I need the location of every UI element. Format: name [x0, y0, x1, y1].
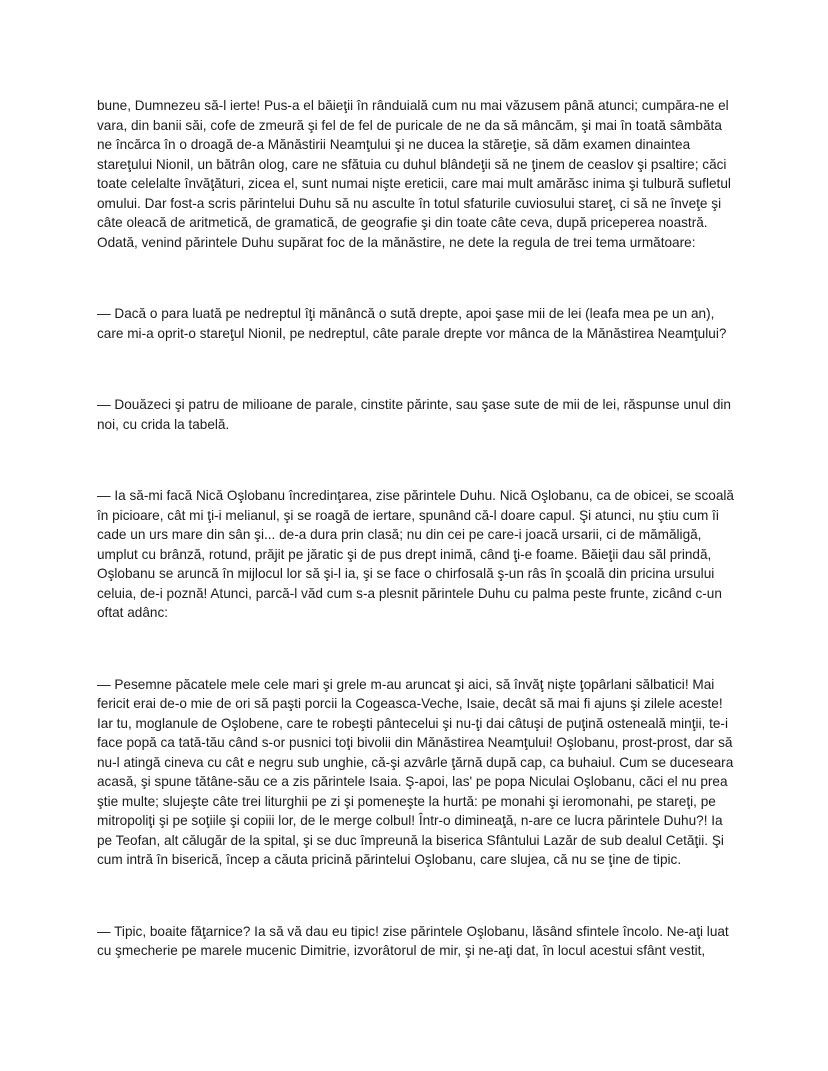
paragraph-gap — [97, 623, 737, 675]
paragraph-tipic: — Tipic, boaite făţarnice? Ia să vă dau eu tipic! zise părintele Oşlobanu, lăsând sfintele încolo. Ne-aţi luat cu şmecherie pe marele mucenic Dimitrie, izvorâtorul de mir, şi ne-aţi dat, în locul acestui sfânt vestit, — [97, 923, 729, 958]
paragraph-answer: — Douăzeci şi patru de milioane de parale, cinstite părinte, sau şase sute de mii de lei, răspunse unul din noi, cu crida la tabelă. — [97, 397, 731, 432]
paragraph-gap — [97, 870, 737, 922]
paragraph-oslobanu: — Ia să-mi facă Nică Oşlobanu încredinţarea, zise părintele Duhu. Nică Oşlobanu, ca de obicei, se scoală în picioare, cât mi ţi-i melianul, şi se roagă de iertare, spunând că-l doare capul. Şi atunci, nu ştiu cum îi cade un urs mare din sân şi... de-a dura prin clasă; nu din cei pe care-i joacă ursarii, ci de mămăligă, umplut cu brânză, rotund, prăjit pe jăratic şi de pus drept inimă, când ţi-e foame. Băieţii dau săl prindă, Oşlobanu se aruncă în mijlocul lor să şi-l ia, şi se face o chirfosală ş-un râs în şcoală din pricina ursului celuia, de-i poznă! Atunci, parcă-l văd cum s-a plesnit părintele Duhu cu palma peste frunte, zicând c-un oftat adânc: — [97, 488, 734, 620]
paragraph-question: — Dacă o para luată pe nedreptul îţi mănâncă o sută drepte, apoi şase mii de lei (leafa mea pe un an), care mi-a oprit-o stareţul Nionil, pe nedreptul, câte parale drepte vor mânca de la Mănăstirea Neamţului? — [97, 306, 727, 341]
paragraph-intro: bune, Dumnezeu să-l ierte! Pus-a el băieţii în rânduială cum nu mai văzusem până atunci; cumpăra-ne el vara, din banii săi, cofe de zmeură şi fel de fel de puricale de ne da să mâncăm, şi mai în toată sâmbăta ne încărca în o droagă de-a Mănăstirii Neamţului şi ne ducea la stăreţie, să dăm examen dinaintea stareţului Nionil, un bătrân olog, care ne sfătuia cu duhul blândeţii să ne ţinem de ceaslov şi psaltire; căci toate celelalte învăţături, zicea el, sunt numai nişte ereticii, care mai mult amărăsc inima şi tulbură sufletul omului. Dar fost-a scris părintelui Duhu să nu asculte în totul sfaturile cuviosului stareţ, ci să ne înveţe şi câte oleacă de aritmetică, de gramatică, de geografie şi din toate câte ceva, după priceperea noastră. Odată, venind părintele Duhu supărat foc de la mănăstire, ne dete la regula de trei tema următoare: — [97, 98, 731, 250]
paragraph-gap — [97, 343, 737, 395]
document-page — [97, 96, 737, 961]
paragraph-gap — [97, 252, 737, 304]
paragraph-lament: — Pesemne păcatele mele cele mari şi grele m-au aruncat şi aici, să învăţ nişte ţopârlani sălbatici! Mai fericit erai de-o mie de ori să paşti porcii la Cogeasca-Veche, Isaie, decât să mai fi ajuns şi zilele aceste! Iar tu, moglanule de Oşlobene, care te robeşti pântecelui şi nu-ţi dai câtuşi de puţină osteneală minţii, te-i face popă ca tată-tău când s-or pusnici toţi bivolii din Mănăstirea Neamţului! Oşlobanu, prost-prost, dar să nu-l atingă cineva cu cât e negru sub unghie, că-şi azvârle ţărnă după cap, ca buhaiul. Cum se duceseara acasă, şi spune tătâne-său ce a zis părintele Isaia. Ş-apoi, las' pe popa Niculai Oşlobanu, căci el nu prea ştie multe; slujeşte câte trei liturghii pe zi şi pomeneşte la hurtă: pe monahi şi ieromonahi, pe stareţi, pe mitropoliţi şi pe soţiile şi copiii lor, de le merge colbul! Într-o dimineaţă, n-are ce lucra părintele Duhu?! Ia pe Teofan, alt călugăr de la spital, şi se duc împreună la biserica Sfântului Lazăr de sub dealul Cetăţii. Şi cum intră în biserică, încep a căuta pricină părintelui Oşlobanu, care slujea, că nu se ţine de tipic. — [97, 676, 734, 867]
paragraph-gap — [97, 434, 737, 486]
